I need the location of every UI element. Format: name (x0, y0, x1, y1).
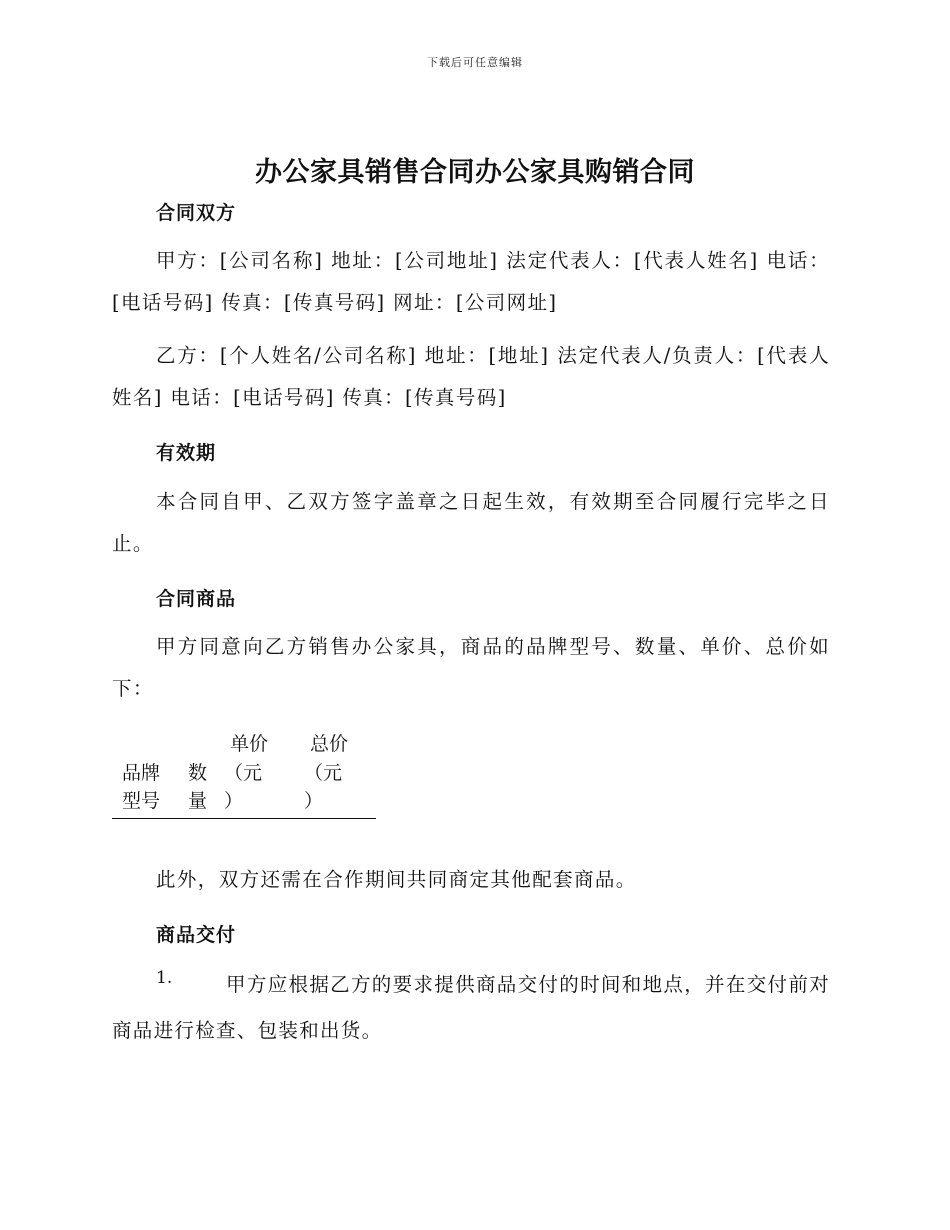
header-unit-price-3: ） (224, 790, 244, 812)
validity-text: 本合同自甲、乙双方签字盖章之日起生效，有效期至合同履行完毕之日止。 (112, 490, 830, 555)
header-brand-2: 型号 (122, 790, 161, 812)
header-note: 下载后可任意编辑 (427, 56, 523, 69)
header-total-price-3: ） (304, 790, 324, 812)
section-heading-goods: 合同商品 (156, 588, 237, 610)
header-total-price-2: （元 (304, 762, 343, 784)
header-total-price-1: 总价 (310, 733, 349, 755)
party-a-info: 甲方：[公司名称] 地址：[公司地址] 法定代表人：[代表人姓名] 电话：[电话号码] 传真：[传真号码] 网址：[公司网址] (112, 249, 830, 314)
header-unit-price-1: 单价 (230, 733, 269, 755)
header-unit-price-2: （元 (224, 762, 263, 784)
document-title: 办公家具销售合同办公家具购销合同 (255, 157, 695, 188)
goods-extra-text: 此外，双方还需在合作期间共同商定其他配套商品。 (156, 868, 637, 891)
section-heading-validity: 有效期 (156, 442, 217, 464)
section-heading-parties: 合同双方 (156, 202, 237, 224)
party-b-info: 乙方：[个人姓名/公司名称] 地址：[地址] 法定代表人/负责人：[代表人姓名] 电话：[电话号码] 传真：[传真号码] (112, 344, 830, 409)
goods-intro-text: 甲方同意向乙方销售办公家具，商品的品牌型号、数量、单价、总价如下： (112, 635, 830, 700)
goods-table (112, 730, 376, 819)
section-heading-delivery: 商品交付 (156, 924, 237, 946)
header-qty-2: 量 (188, 790, 208, 812)
header-brand-1: 品牌 (122, 762, 161, 784)
header-qty-1: 数 (188, 762, 208, 784)
delivery-item-text: 甲方应根据乙方的要求提供商品交付的时间和地点，并在交付前对商品进行检查、包装和出货。 (112, 973, 830, 1042)
delivery-item-number: 1. (156, 968, 173, 988)
